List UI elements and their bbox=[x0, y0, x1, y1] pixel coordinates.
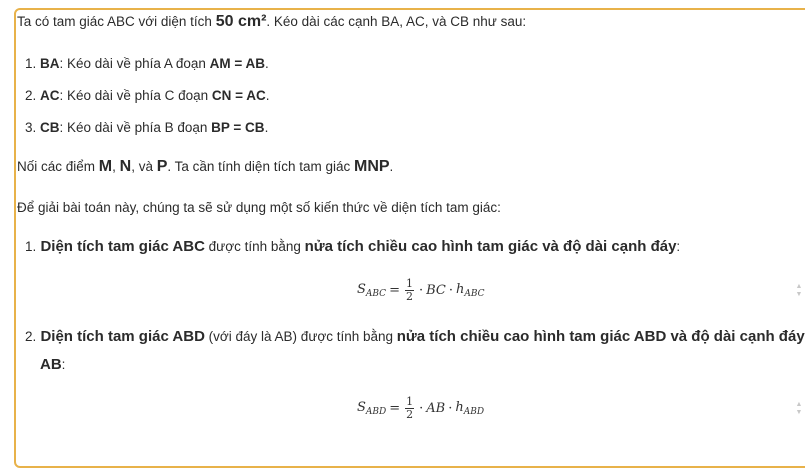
list-item: 2. AC: Kéo dài về phía C đoạn CN = AC. bbox=[25, 88, 270, 103]
intro-text: Ta có tam giác ABC với diện tích bbox=[17, 14, 216, 29]
equation: AM = AB bbox=[209, 56, 266, 71]
segment-label: BA bbox=[40, 56, 60, 71]
point-n: N bbox=[119, 158, 132, 175]
scroll-down-icon[interactable]: ▼ bbox=[795, 291, 803, 298]
formula-scroll-arrows[interactable] bbox=[795, 401, 803, 417]
scroll-down-icon[interactable]: ▼ bbox=[795, 409, 803, 416]
list-item: 3. CB: Kéo dài về phía B đoạn BP = CB. bbox=[25, 120, 269, 135]
segment-label: CB bbox=[40, 120, 60, 135]
fraction: $\frac{1}{2}$ bbox=[405, 277, 413, 303]
fraction: $\frac{1}{2}$ bbox=[406, 395, 414, 421]
formula-area-abd: $S_{ABD}$ = $\frac{1}{2}$ · AB · $h_{ABD}$ bbox=[357, 395, 485, 421]
scroll-up-icon[interactable]: ▲ bbox=[795, 401, 803, 408]
formula-scroll-arrows[interactable] bbox=[795, 283, 803, 299]
approach-paragraph: Để giải bài toán này, chúng ta sẽ sử dụng một số kiến thức về diện tích tam giác: bbox=[17, 200, 501, 215]
triangle-mnp: MNP bbox=[353, 158, 390, 175]
point-m: M bbox=[98, 158, 113, 175]
knowledge-item: 2. Diện tích tam giác ABD (với đáy là AB) được tính bằng nửa tích chiều cao hình tam giác ABD và độ dài cạnh đáy bbox=[25, 328, 805, 345]
intro-paragraph bbox=[17, 12, 526, 32]
equation: BP = CB bbox=[211, 120, 265, 135]
knowledge-item-continued: AB: bbox=[40, 356, 66, 373]
point-p: P bbox=[156, 158, 168, 175]
list-item: 1. BA: Kéo dài về phía A đoạn AM = AB. bbox=[25, 56, 269, 71]
scroll-up-icon[interactable]: ▲ bbox=[795, 283, 803, 290]
formula-area-abc: $S_{ABC}$ = $\frac{1}{2}$ · BC · $h_{ABC}$ bbox=[357, 277, 485, 303]
segment-label: AC bbox=[40, 88, 60, 103]
intro-text-end: . Kéo dài các cạnh BA, AC, và CB như sau: bbox=[266, 14, 527, 29]
knowledge-item: 1. Diện tích tam giác ABC được tính bằng nửa tích chiều cao hình tam giác và độ dài cạnh đáy: bbox=[25, 238, 681, 255]
area-value: 50 cm² bbox=[215, 13, 267, 30]
connect-paragraph: Nối các điểm M, N, và P. Ta cần tính diện tích tam giác MNP. bbox=[17, 158, 394, 175]
equation: CN = AC bbox=[211, 88, 266, 103]
